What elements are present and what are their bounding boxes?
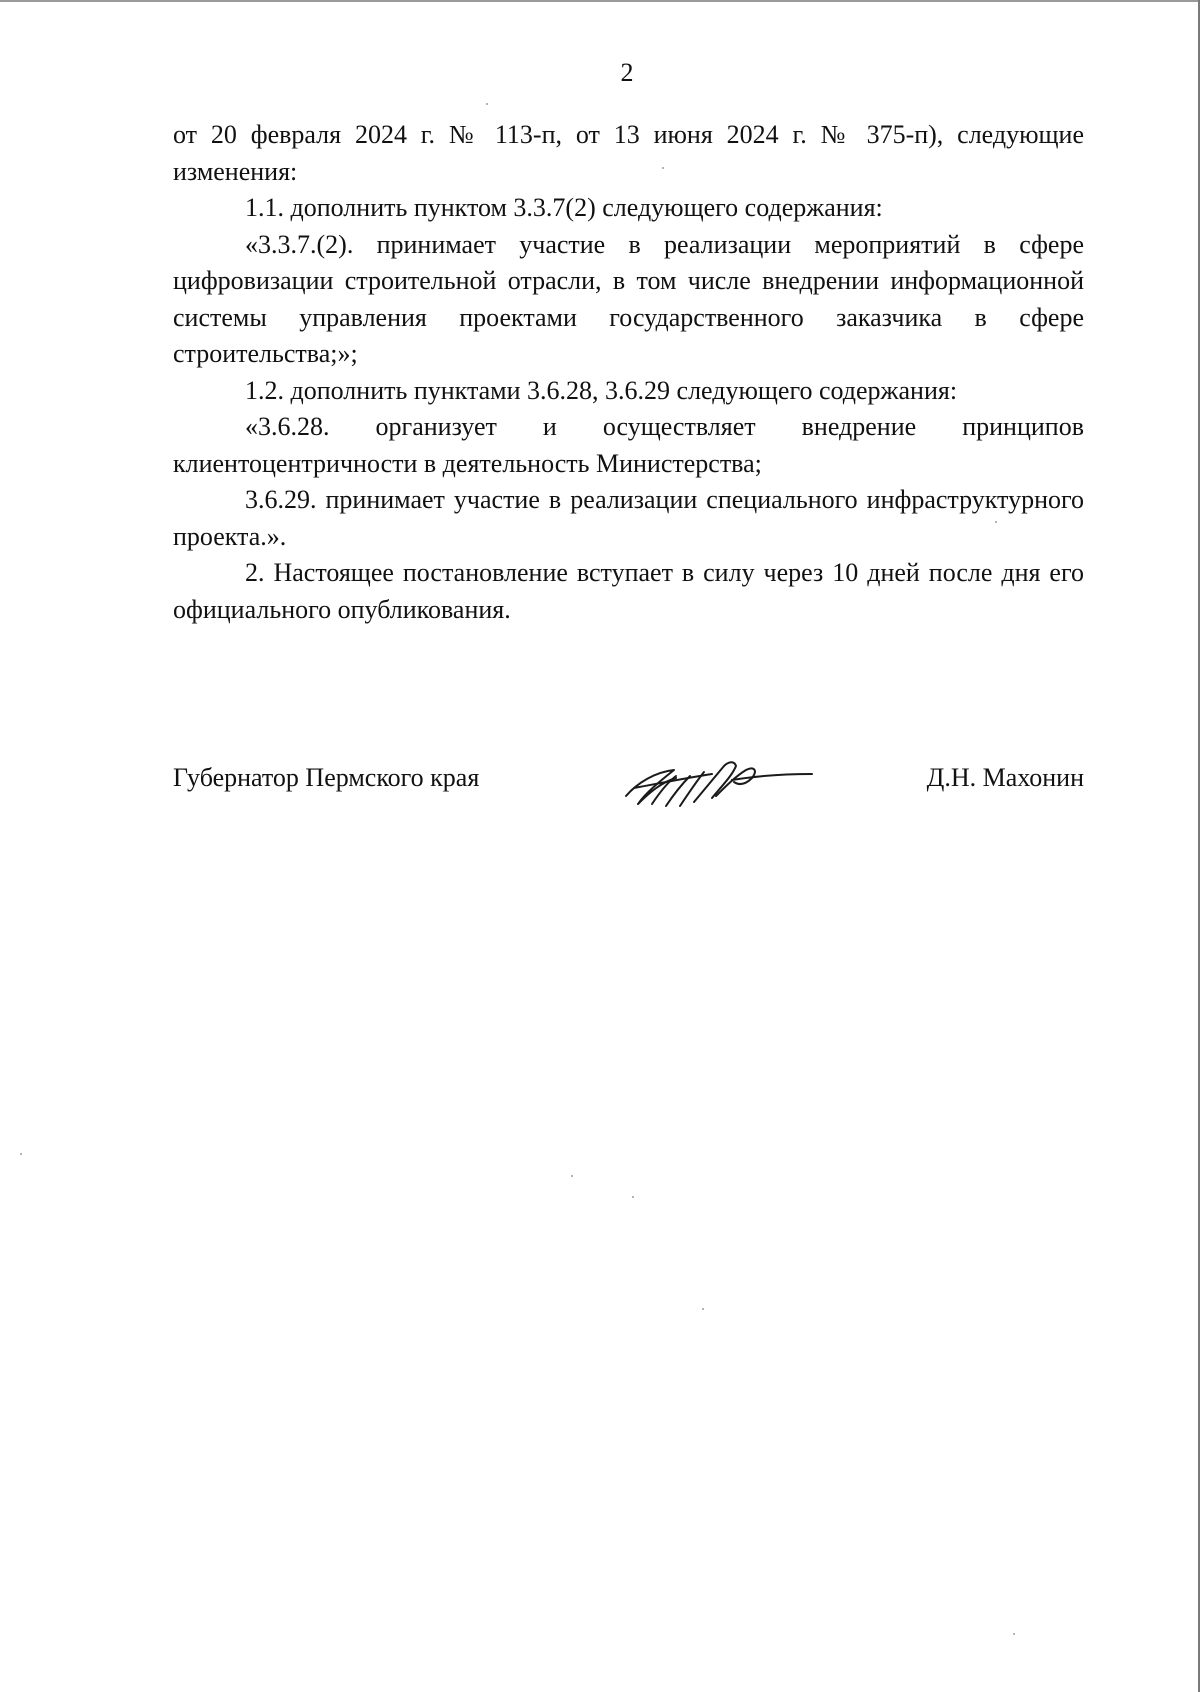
document-body	[173, 117, 1084, 628]
scan-speck	[1013, 1633, 1015, 1635]
paragraph-7: 2. Настоящее постановление вступает в силу через 10 дней после дня его официального опубликования.	[173, 558, 1084, 624]
paragraph-3: «3.3.7.(2). принимает участие в реализации мероприятий в сфере цифровизации строительной отрасли, в том числе внедрении информационной системы управления проектами государственного заказчика в сфере строительства;»;	[173, 229, 1084, 368]
paragraph-2: 1.1. дополнить пунктом 3.3.7(2) следующего содержания:	[245, 193, 883, 222]
scan-speck	[702, 1308, 704, 1310]
paragraph-4: 1.2. дополнить пунктами 3.6.28, 3.6.29 следующего содержания:	[245, 375, 958, 405]
scan-speck	[995, 521, 997, 523]
signatory-name: Д.Н. Махонин	[926, 763, 1084, 792]
scan-speck	[662, 167, 664, 169]
paragraph-5: «3.6.28. организует и осуществляет внедрение принципов клиентоцентричности в деятельность Министерства;	[173, 412, 1084, 478]
scan-speck	[571, 1175, 573, 1177]
handwritten-signature	[616, 752, 816, 814]
scan-speck	[20, 1153, 22, 1155]
scan-speck	[486, 103, 488, 105]
signatory-position: Губернатор Пермского края	[173, 763, 480, 792]
signature-block	[173, 752, 1084, 812]
paragraph-6: 3.6.29. принимает участие в реализации специального инфраструктурного проекта.».	[173, 485, 1084, 551]
paragraph-1: от 20 февраля 2024 г. № 113-п, от 13 июня 2024 г. № 375-п), следующие изменения:	[173, 120, 1084, 186]
scan-speck	[632, 1196, 634, 1198]
scan-edge-top	[0, 0, 1200, 2]
page-number: 2	[620, 58, 634, 87]
